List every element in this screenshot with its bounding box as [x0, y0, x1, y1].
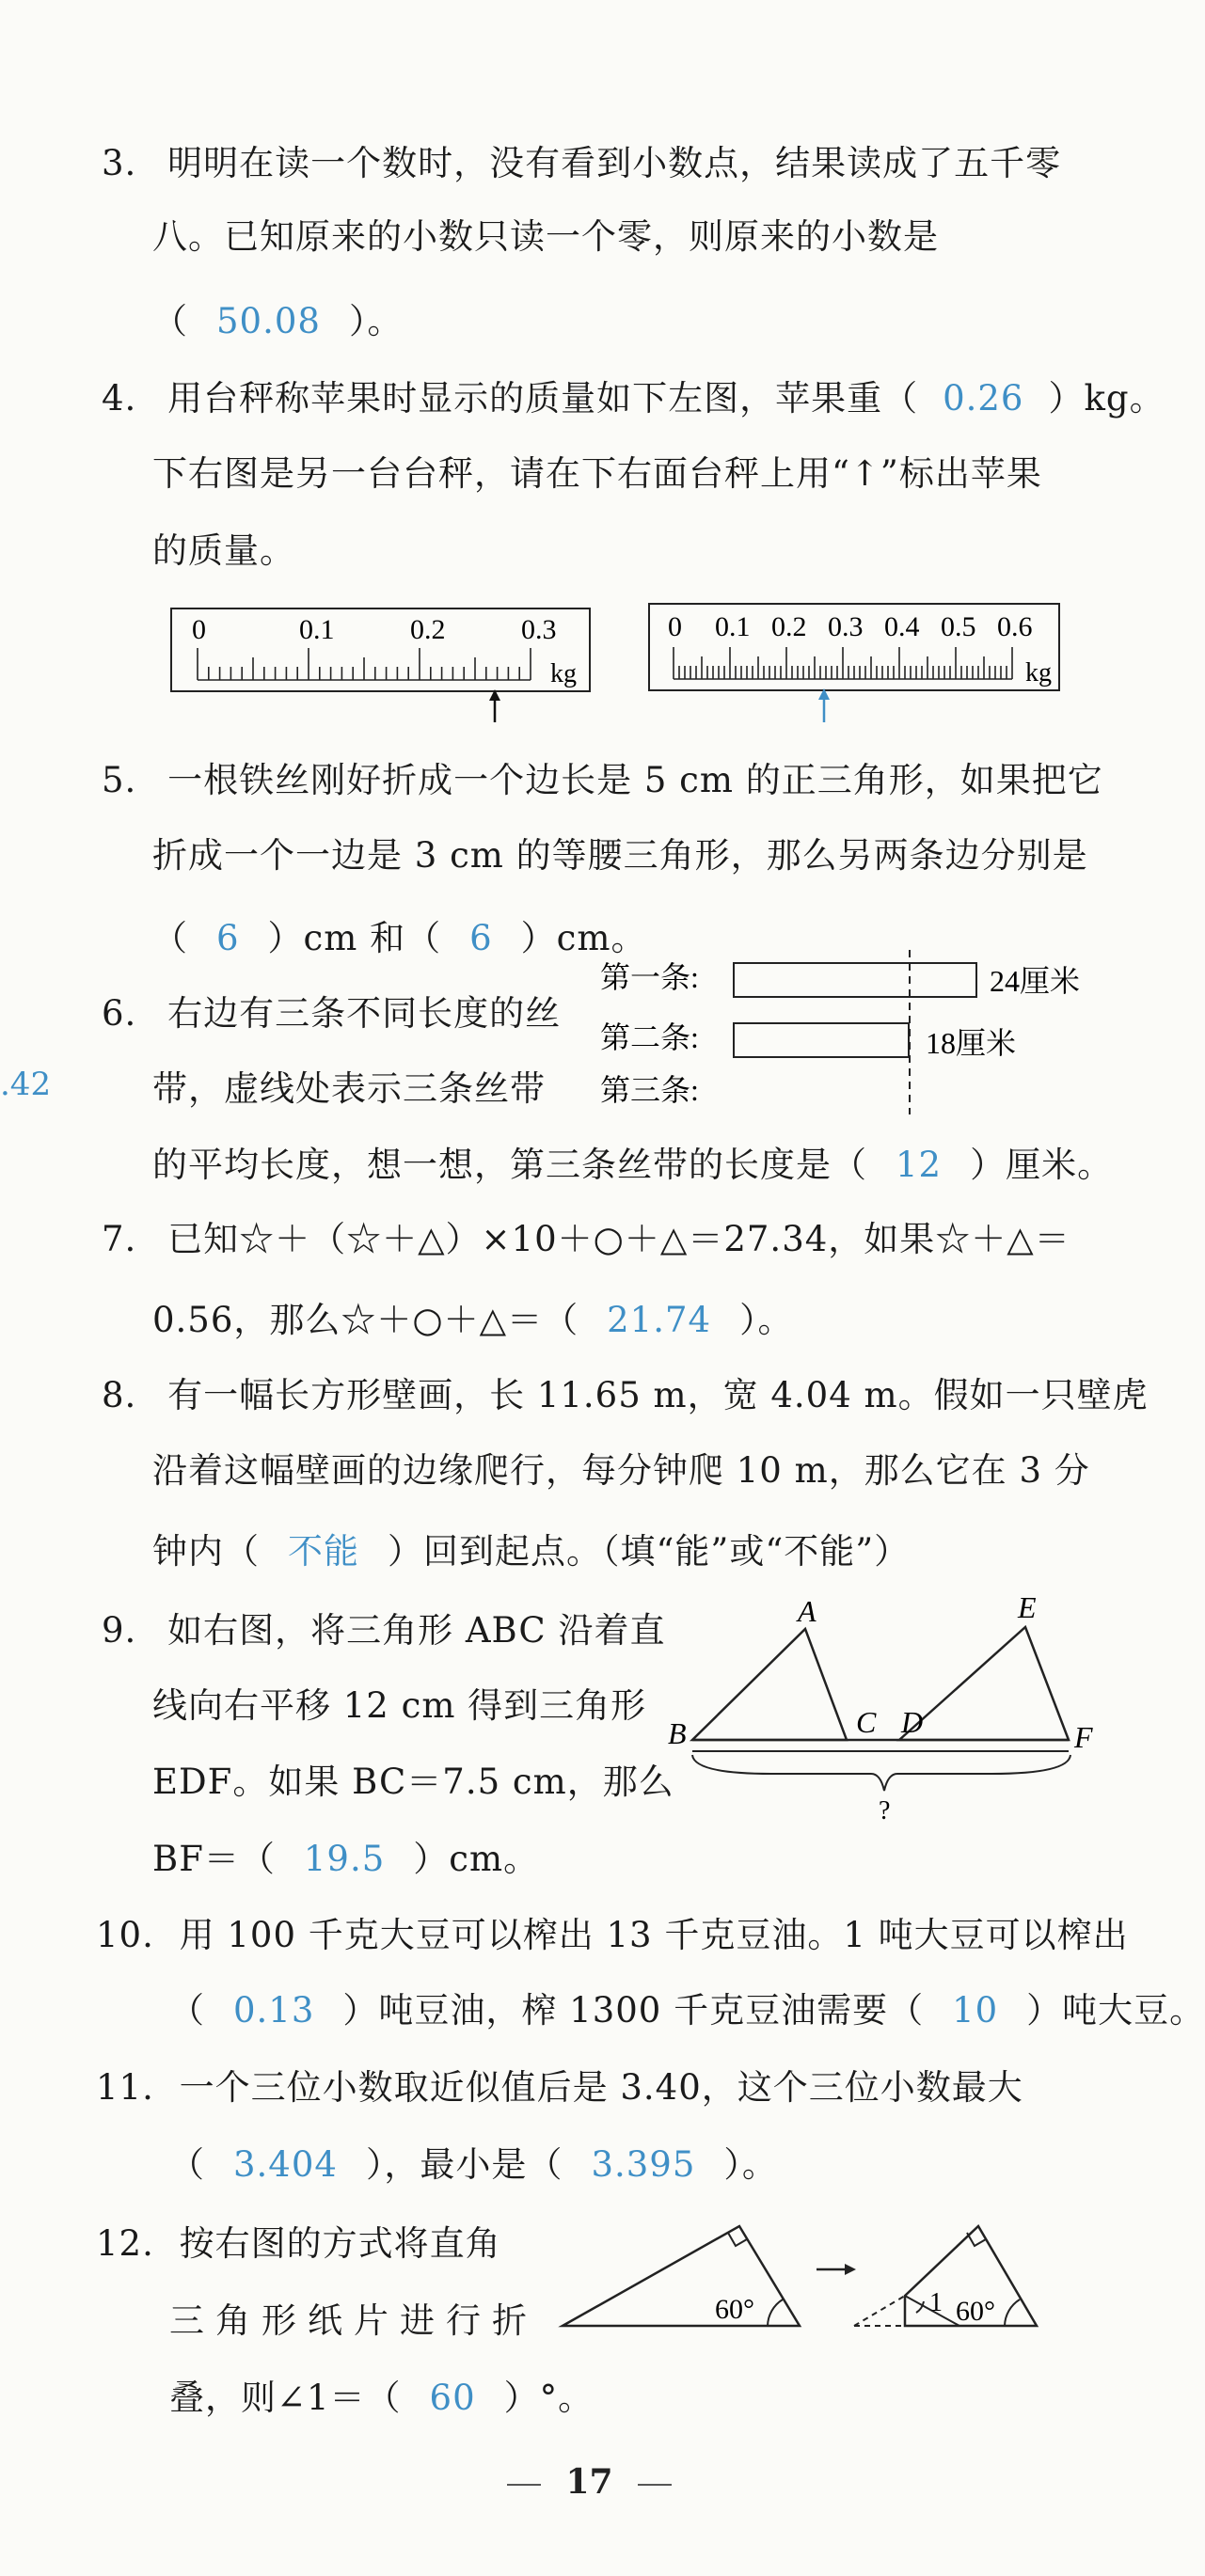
q8-line3	[152, 1531, 910, 1572]
q12-text3: 叠，则∠1＝（	[169, 2378, 402, 2418]
q12-line1	[96, 2223, 501, 2265]
ribbon1-label: 第一条:	[600, 960, 699, 994]
triangle-edf	[899, 1627, 1069, 1740]
q7-number: 7.	[102, 1219, 137, 1259]
q8-answer: 不能	[288, 1531, 359, 1572]
label-d: D	[901, 1705, 924, 1739]
q6-line2: 带，虚线处表示三条丝带	[152, 1068, 546, 1109]
q5-answer2: 6	[469, 918, 493, 958]
q9-line4	[152, 1839, 539, 1880]
q5-line3	[152, 918, 646, 959]
q10-line1	[96, 1915, 1129, 1956]
q12-number: 12.	[96, 2223, 154, 2264]
q11-number: 11.	[96, 2067, 154, 2108]
brace	[692, 1755, 1070, 1791]
ribbon2-label: 第二条:	[600, 1020, 699, 1054]
q8-line1	[102, 1375, 1149, 1416]
paren-close: ）。	[723, 2144, 778, 2185]
q3-line3	[152, 301, 403, 342]
q11-answer1: 3.404	[233, 2144, 338, 2185]
paren-open: （	[152, 918, 188, 958]
q7-line1	[102, 1219, 1070, 1260]
q5-line1	[102, 760, 1103, 801]
ribbon2-length: 18厘米	[926, 1026, 1017, 1060]
q5-text-mid: ）cm 和（	[267, 918, 442, 958]
q9-text4b: ）cm。	[413, 1839, 540, 1879]
q6-line3	[152, 1145, 1113, 1186]
q6-number: 6.	[102, 993, 137, 1034]
q12-line3	[169, 2378, 594, 2419]
paren-open: （	[169, 2144, 205, 2185]
triangle-abc	[692, 1629, 847, 1740]
q10-number: 10.	[96, 1915, 154, 1955]
q8-number: 8.	[102, 1375, 137, 1415]
q5-line2: 折成一个一边是 3 cm 的等腰三角形，那么另两条边分别是	[152, 835, 1088, 876]
q5-text1: 一根铁丝刚好折成一个边长是 5 cm 的正三角形，如果把它	[167, 760, 1103, 800]
q6-answer: 12	[896, 1145, 943, 1185]
q12-text1: 按右图的方式将直角	[179, 2223, 501, 2264]
tick-label: 0.2	[410, 614, 446, 645]
label-b: B	[668, 1716, 687, 1750]
q5-number: 5.	[102, 760, 137, 800]
q9-text1: 如右图，将三角形 ABC 沿着直	[167, 1610, 666, 1651]
page-number: 17	[565, 2462, 613, 2502]
tick-label: 0.1	[299, 614, 335, 645]
q10-answer2: 10	[952, 1990, 999, 2031]
q9-text4: BF＝（	[152, 1839, 276, 1879]
label-a: A	[798, 1594, 817, 1628]
ribbon-diagram	[595, 950, 1121, 1119]
paren-close: ）cm。	[520, 918, 647, 958]
ribbon1	[734, 963, 976, 997]
paren-close: ）。	[348, 301, 404, 341]
q4-text1: 用台秤称苹果时显示的质量如下左图，苹果重（	[167, 378, 919, 419]
q6-text1: 右边有三条不同长度的丝	[167, 993, 562, 1034]
tick-label: 0.4	[884, 611, 920, 642]
page-footer	[0, 2462, 1179, 2502]
q7-text2b: ）。	[739, 1300, 794, 1340]
ribbon3-label: 第三条:	[600, 1073, 699, 1107]
angle-label: 60°	[715, 2294, 754, 2325]
q10-text1: 用 100 千克大豆可以榨出 13 千克豆油。1 吨大豆可以榨出	[179, 1915, 1129, 1955]
q4-answer: 0.26	[943, 378, 1024, 419]
tick-label: 0.3	[521, 614, 557, 645]
tick-label: 0	[192, 614, 206, 645]
angle-arc	[768, 2299, 783, 2326]
q5-answer1: 6	[216, 918, 240, 958]
q7-text2: 0.56，那么☆＋○＋△＝（	[152, 1300, 579, 1340]
q8-text1: 有一幅长方形壁画，长 11.65 m，宽 4.04 m。假如一只壁虎	[167, 1375, 1149, 1415]
q11-line2	[169, 2144, 778, 2186]
q11-line1	[96, 2067, 1023, 2109]
tick-label: 0.6	[997, 611, 1033, 642]
footer-dash	[507, 2484, 541, 2486]
paren-open: （	[152, 301, 188, 341]
q7-line2	[152, 1300, 794, 1341]
q6-text3b: ）厘米。	[970, 1145, 1114, 1185]
q6-text3: 的平均长度，想一想，第三条丝带的长度是（	[152, 1145, 867, 1185]
q12-answer: 60	[429, 2378, 476, 2418]
q3-line1	[102, 143, 1061, 184]
fold-diagram	[555, 2215, 1119, 2356]
q3-number: 3.	[102, 143, 137, 183]
q4-line2: 下右图是另一台台秤，请在下右面台秤上用“↑”标出苹果	[152, 453, 1042, 494]
q9-line2: 线向右平移 12 cm 得到三角形	[152, 1685, 647, 1726]
angle-arc	[1005, 2299, 1020, 2326]
q4-line1	[102, 378, 1165, 419]
q3-answer: 50.08	[216, 301, 321, 341]
tick-label: 0.5	[941, 611, 976, 642]
ribbon2	[734, 1023, 909, 1057]
q6-line1	[102, 993, 561, 1035]
footer-dash	[638, 2484, 672, 2486]
q12-text3b: ）°。	[503, 2378, 595, 2418]
scale-left	[169, 607, 597, 729]
q8-text3b: ）回到起点。（填“能”或“不能”）	[388, 1531, 911, 1572]
q9-line3: EDF。如果 BC＝7.5 cm，那么	[152, 1762, 674, 1802]
arrow-up-icon[interactable]	[818, 688, 830, 722]
paren-close: ）吨大豆。	[1026, 1990, 1205, 2031]
q8-line2: 沿着这幅壁画的边缘爬行，每分钟爬 10 m，那么它在 3 分	[152, 1450, 1090, 1491]
tick-label: 0	[668, 611, 682, 642]
q3-line2: 八。已知原来的小数只读一个零，则原来的小数是	[152, 216, 939, 257]
tick-label: 0.2	[771, 611, 807, 642]
translation-diagram	[658, 1589, 1110, 1843]
triangle-original	[563, 2226, 800, 2326]
q12-line2: 三角形纸片进行折	[169, 2300, 538, 2341]
angle-1-label: 1	[929, 2288, 943, 2317]
q7-text1: 已知☆＋（☆＋△）×10＋○＋△＝27.34，如果☆＋△＝	[167, 1219, 1070, 1259]
arrow-up-icon	[489, 689, 500, 722]
q9-line1	[102, 1610, 666, 1651]
q4-text1b: ）kg。	[1048, 378, 1165, 419]
arrow-right-icon	[817, 2264, 856, 2275]
tick-label: 0.1	[715, 611, 751, 642]
q7-answer: 21.74	[607, 1300, 712, 1340]
unit-label: kg	[1025, 658, 1052, 687]
label-question: ?	[879, 1796, 891, 1825]
q9-answer: 19.5	[303, 1839, 386, 1879]
q10-answer1: 0.13	[233, 1990, 315, 2031]
q11-answer2: 3.395	[591, 2144, 696, 2185]
q4-number: 4.	[102, 378, 137, 419]
label-f: F	[1074, 1720, 1093, 1754]
tick-label: 0.3	[828, 611, 864, 642]
label-c: C	[856, 1705, 877, 1739]
fold-dashed-side	[854, 2296, 905, 2326]
scale-right	[647, 602, 1066, 729]
unit-label: kg	[550, 659, 577, 688]
q4-line3: 的质量。	[152, 530, 295, 571]
q10-line2	[169, 1990, 1205, 2031]
ribbon1-length: 24厘米	[990, 964, 1081, 998]
q11-text-mid: ），最小是（	[365, 2144, 563, 2185]
q8-text3: 钟内（	[152, 1531, 260, 1572]
angle-label: 60°	[956, 2296, 995, 2327]
q3-text1: 明明在读一个数时，没有看到小数点，结果读成了五千零	[167, 143, 1062, 183]
q10-text-mid: ）吨豆油，榨 1300 千克豆油需要（	[342, 1990, 925, 2031]
label-e: E	[1018, 1590, 1037, 1624]
q11-text1: 一个三位小数取近似值后是 3.40，这个三位小数最大	[179, 2067, 1023, 2108]
margin-note: .42	[0, 1066, 52, 1103]
q9-number: 9.	[102, 1610, 137, 1651]
paren-open: （	[169, 1990, 205, 2031]
